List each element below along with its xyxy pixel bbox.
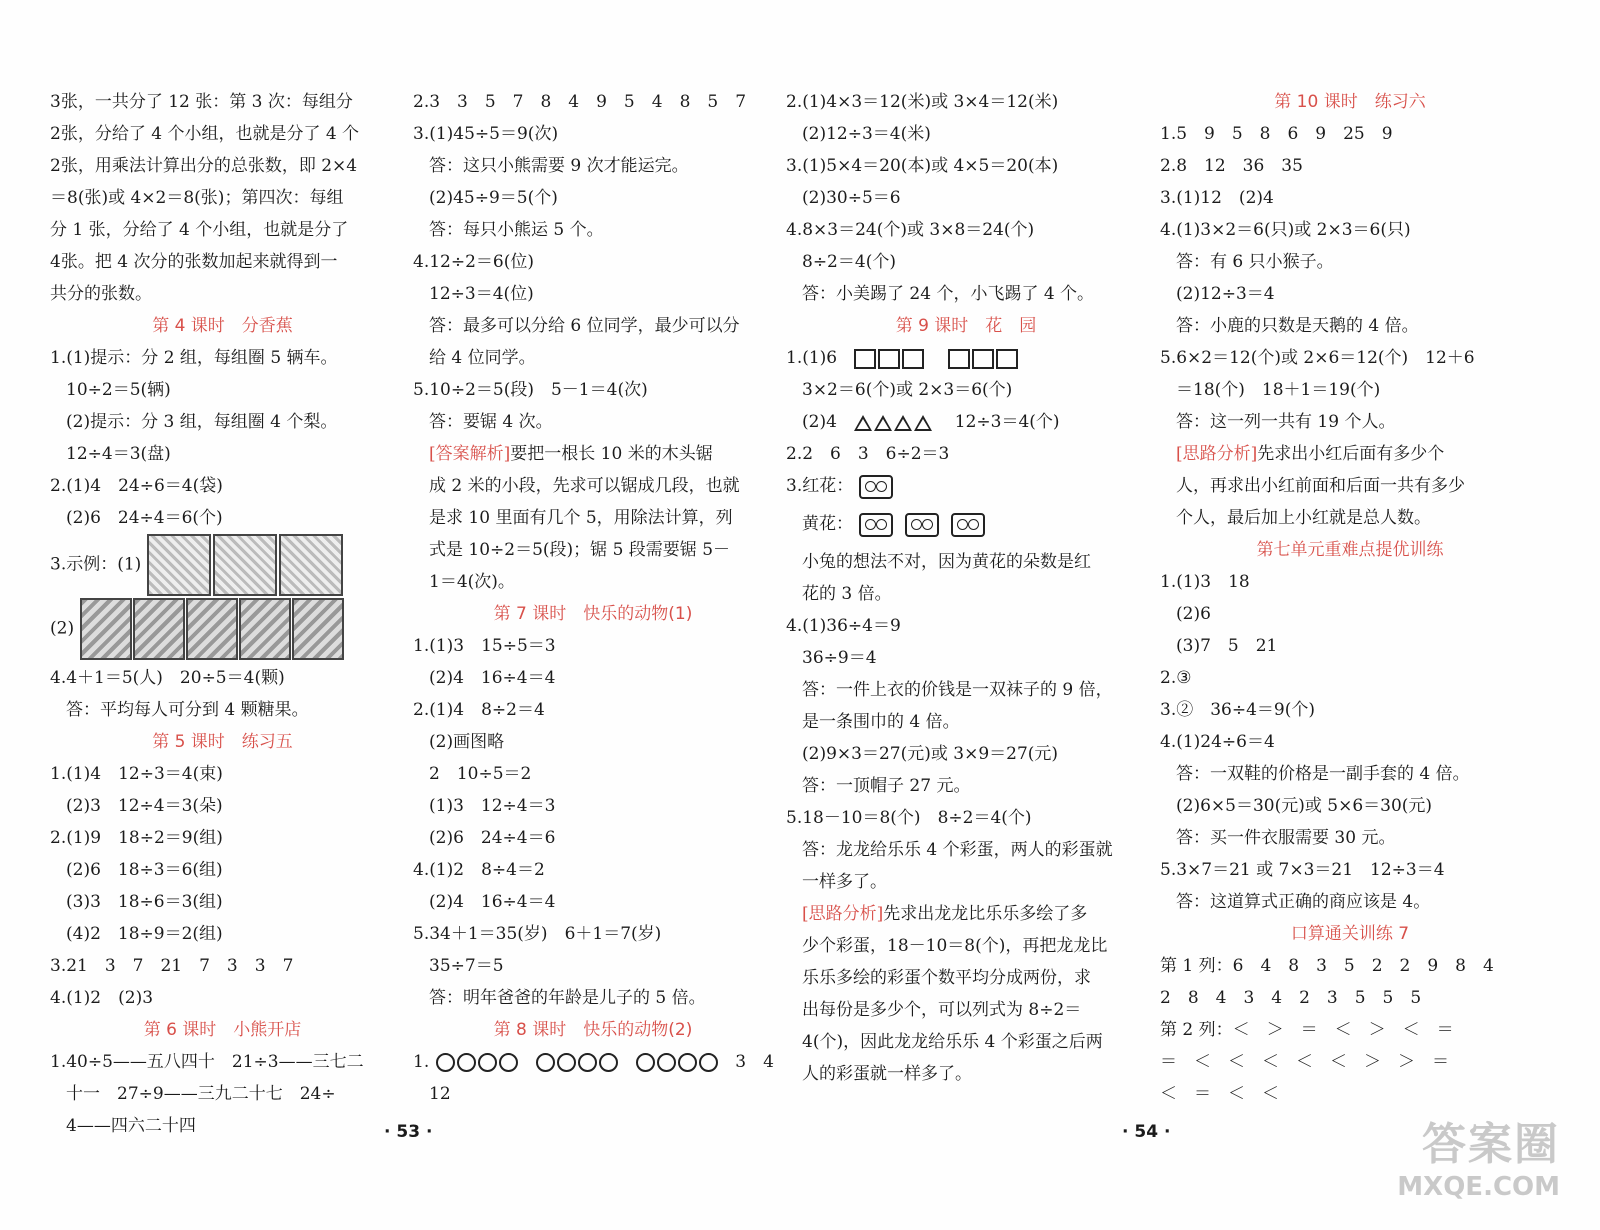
text-line: 答：一件上衣的价钱是一双袜子的 9 倍， [802, 680, 1113, 700]
flower-pair-icon [859, 513, 893, 537]
text-line: 答：明年爸爸的年龄是儿子的 5 倍。 [429, 988, 706, 1008]
text-line: 2 10÷5＝2 [429, 764, 532, 784]
circle-icon [699, 1053, 718, 1072]
red-flower-row [786, 470, 1146, 508]
text-line: 1＝4(次)。 [429, 572, 515, 592]
text-line: (4)2 18÷9＝2(组) [66, 924, 223, 944]
circle-icon [678, 1053, 697, 1072]
text-line: 小兔的想法不对，因为黄花的朵数是红 [802, 552, 1091, 572]
text-line: 3.示例：(1) [50, 554, 142, 575]
label: 3.红花： [786, 476, 854, 496]
circle-icon [478, 1053, 497, 1072]
text-line: 3.(1)12 (2)4 [1160, 188, 1274, 208]
answer-values: 3 4 [735, 1052, 774, 1072]
text-line: (1)3 12÷4＝3 [429, 796, 556, 816]
text-line: (3)7 5 21 [1176, 636, 1278, 656]
text-line: 4.(1)2 8÷4＝2 [413, 860, 545, 880]
page-number-left: · 53 · [384, 1122, 433, 1142]
section-heading: 第 6 课时 小熊开店 [143, 1020, 302, 1040]
text-line: (2)6 18÷3＝6(组) [66, 860, 223, 880]
text-line: 1.40÷5——五八四十 21÷3——三七二 [50, 1052, 364, 1072]
text-line: 给 4 位同学。 [429, 348, 536, 368]
text-line: 3.21 3 7 21 7 3 3 7 [50, 956, 294, 976]
circle-icon [436, 1053, 455, 1072]
analysis-tag: [思路分析] [802, 904, 884, 924]
yellow-flower-row [786, 508, 1146, 546]
answer-column-3 [786, 86, 1146, 1090]
bag-group-icon [147, 534, 211, 596]
text-line: 分 1 张，分给了 4 个小组，也就是分了 [50, 220, 349, 240]
question-number: 1. [413, 1052, 430, 1072]
square-icon [902, 349, 924, 369]
label: 黄花： [802, 514, 853, 534]
triangles-row [786, 406, 1146, 438]
section-heading: 第 8 课时 快乐的动物(2) [493, 1020, 693, 1040]
circle-icon [636, 1053, 655, 1072]
text-line: 4.(1)24÷6＝4 [1160, 732, 1275, 752]
tile-icon [186, 598, 238, 660]
text-line: 4(个)，因此龙龙给乐乐 4 个彩蛋之后两 [802, 1032, 1103, 1052]
text-line: 2.(1)9 18÷2＝9(组) [50, 828, 223, 848]
circle-icon [578, 1053, 597, 1072]
triangle-icon [854, 415, 872, 431]
tile-icon [133, 598, 185, 660]
equation: 12÷3＝4(个) [954, 412, 1060, 432]
text-line: 十一 27÷9——三九二十七 24÷ [66, 1084, 336, 1104]
text-line: 2 8 4 3 4 2 3 5 5 5 [1160, 988, 1422, 1008]
text-line: 1.(1)3 15÷5＝3 [413, 636, 556, 656]
section-heading: 第 7 课时 快乐的动物(1) [493, 604, 693, 624]
section-heading: 第 9 课时 花 园 [895, 316, 1037, 336]
text-line: 答：买一件衣服需要 30 元。 [1176, 828, 1396, 848]
text-line: (2)6 24÷4＝6 [429, 828, 556, 848]
square-icon [878, 349, 900, 369]
text-line: (2) [50, 618, 75, 639]
text-line: (2)6 [1176, 604, 1211, 624]
grouped-bags-figure [147, 534, 345, 596]
square-icon [854, 349, 876, 369]
text-line: (2)4 16÷4＝4 [429, 892, 556, 912]
text-line: (3)3 18÷6＝3(组) [66, 892, 223, 912]
text-line: 1.(1)4 12÷3＝4(束) [50, 764, 223, 784]
text-line: ＝8(张)或 4×2＝8(张)；第四次：每组 [50, 188, 344, 208]
text-line: ＝ ＜ ＜ ＜ ＜ ＜ ＞ ＞ ＝ [1160, 1052, 1449, 1072]
text-line: 2.(1)4 8÷2＝4 [413, 700, 545, 720]
text-line: (2)画图略 [429, 732, 505, 752]
text-line: 4.8×3＝24(个)或 3×8＝24(个) [786, 220, 1035, 240]
text-line: 是一条围巾的 4 倍。 [802, 712, 960, 732]
page-number-right: · 54 · [1122, 1122, 1171, 1142]
text-line: 1.5 9 5 8 6 9 25 9 [1160, 124, 1393, 144]
text-line: 5.3×7＝21 或 7×3＝21 12÷3＝4 [1160, 860, 1445, 880]
circle-icon [557, 1053, 576, 1072]
text-line: (2)12÷3＝4(米) [802, 124, 931, 144]
text-line: 4.(1)3×2＝6(只)或 2×3＝6(只) [1160, 220, 1411, 240]
text-line: 2张，用乘法计算出分的总张数，即 2×4 [50, 156, 358, 176]
text-line: 1.(1)提示：分 2 组，每组圈 5 辆车。 [50, 348, 338, 368]
section-heading: 第七单元重难点提优训练 [1256, 540, 1444, 560]
text-line: 个人，最后加上小红就是总人数。 [1176, 508, 1431, 528]
triangle-icon [914, 415, 932, 431]
text-line: 答：这一列一共有 19 个人。 [1176, 412, 1396, 432]
text-line: 少个彩蛋，18－10＝8(个)，再把龙龙比 [802, 936, 1108, 956]
text-line: 答：这道算式正确的商应该是 4。 [1176, 892, 1431, 912]
text-line: 答：有 6 只小猴子。 [1176, 252, 1334, 272]
circle-icon [536, 1053, 555, 1072]
text-line: 4.(1)2 (2)3 [50, 988, 154, 1008]
text-line: 4.4＋1＝5(人) 20÷5＝4(颗) [50, 668, 285, 688]
question-number: (2)4 [802, 412, 837, 432]
text-line: 答：龙龙给乐乐 4 个彩蛋，两人的彩蛋就 [802, 840, 1113, 860]
text-line: 答：每只小熊运 5 个。 [429, 220, 604, 240]
analysis-text: 先求出小红后面有多少个 [1257, 444, 1445, 464]
text-line: 答：小美踢了 24 个，小飞踢了 4 个。 [802, 284, 1095, 304]
analysis-text: 先求出龙龙比乐乐多绘了多 [883, 904, 1088, 924]
section-heading: 第 5 课时 练习五 [152, 732, 293, 752]
text-line: 4张。把 4 次分的张数加起来就得到一 [50, 252, 338, 272]
analysis-line [1160, 438, 1540, 470]
text-line: 答：一顶帽子 27 元。 [802, 776, 971, 796]
analysis-line [786, 898, 1146, 930]
tile-icon [239, 598, 291, 660]
section-heading: 口算通关训练 7 [1290, 924, 1410, 944]
answer-column-4 [1160, 86, 1540, 1110]
text-line: 3.② 36÷4＝9(个) [1160, 700, 1315, 720]
text-line: 3.(1)45÷5＝9(次) [413, 124, 559, 144]
analysis-tag: [答案解析] [429, 444, 511, 464]
flower-pair-icon [859, 475, 893, 499]
circle-icon [499, 1053, 518, 1072]
text-line: 答：平均每人可分到 4 颗糖果。 [66, 700, 309, 720]
text-line: 3.(1)5×4＝20(本)或 4×5＝20(本) [786, 156, 1059, 176]
text-line: 5.10÷2＝5(段) 5－1＝4(次) [413, 380, 648, 400]
text-line: 5.6×2＝12(个)或 2×6＝12(个) 12＋6 [1160, 348, 1475, 368]
flower-pair-icon [905, 513, 939, 537]
text-line: 人的彩蛋就一样多了。 [802, 1064, 972, 1084]
text-line: 人，再求出小红前面和后面一共有多少 [1176, 476, 1465, 496]
section-heading: 第 4 课时 分香蕉 [152, 316, 293, 336]
text-line: (2)3 12÷4＝3(朵) [66, 796, 223, 816]
text-line: 是求 10 里面有几个 5，用除法计算，列 [429, 508, 733, 528]
text-line: (2)4 16÷4＝4 [429, 668, 556, 688]
text-line: 5.18－10＝8(个) 8÷2＝4(个) [786, 808, 1032, 828]
watermark-text: 答案圈 [1422, 1119, 1560, 1170]
text-line: 3张，一共分了 12 张：第 3 次：每组分 [50, 92, 353, 112]
text-line: 2.③ [1160, 668, 1192, 688]
text-line: (2)9×3＝27(元)或 3×9＝27(元) [802, 744, 1059, 764]
text-line: 4——四六二十四 [66, 1116, 196, 1136]
text-line: 第 2 列：＜ ＞ ＝ ＜ ＞ ＜ ＝ [1160, 1020, 1454, 1040]
text-line: 2.8 12 36 35 [1160, 156, 1303, 176]
text-line: 一样多了。 [802, 872, 887, 892]
text-line: 3×2＝6(个)或 2×3＝6(个) [802, 380, 1013, 400]
squares-row [786, 342, 1146, 374]
text-line: ＜ ＝ ＜ ＜ [1160, 1084, 1279, 1104]
text-line: 4.12÷2＝6(位) [413, 252, 534, 272]
square-icon [972, 349, 994, 369]
text-line: 10÷2＝5(辆) [66, 380, 171, 400]
grouped-tiles-figure [80, 598, 345, 660]
answer-column-1 [50, 86, 395, 1142]
text-line: 成 2 米的小段，先求可以锯成几段，也就 [429, 476, 740, 496]
text-line: (2)6 24÷4＝6(个) [66, 508, 223, 528]
watermark-url: MXQE.COM [1397, 1172, 1560, 1202]
circle-icon [457, 1053, 476, 1072]
analysis-tag: [思路分析] [1176, 444, 1258, 464]
section-heading: 第 10 课时 练习六 [1274, 92, 1426, 112]
answer-column-2 [413, 86, 773, 1110]
tile-icon [80, 598, 132, 660]
text-line: 答：这只小熊需要 9 次才能运完。 [429, 156, 689, 176]
text-line: 出每份是多少个，可以列式为 8÷2＝ [802, 1000, 1082, 1020]
analysis-line [413, 438, 773, 470]
circles-row [413, 1046, 773, 1078]
bag-group-icon [213, 534, 277, 596]
text-line: 2.3 3 5 7 8 4 9 5 4 8 5 7 [413, 92, 747, 112]
text-line: 4.(1)36÷4＝9 [786, 616, 901, 636]
text-line: 2.(1)4 24÷6＝4(袋) [50, 476, 223, 496]
bag-group-icon [279, 534, 343, 596]
text-line: 答：最多可以分给 6 位同学，最少可以分 [429, 316, 740, 336]
triangle-icon [874, 415, 892, 431]
square-icon [996, 349, 1018, 369]
flower-pair-icon [951, 513, 985, 537]
question-number: 1.(1)6 [786, 348, 838, 368]
text-line: 共分的张数。 [50, 284, 152, 304]
text-line: (2)6×5＝30(元)或 5×6＝30(元) [1176, 796, 1433, 816]
text-line: 2.(1)4×3＝12(米)或 3×4＝12(米) [786, 92, 1059, 112]
square-icon [948, 349, 970, 369]
text-line: 35÷7＝5 [429, 956, 504, 976]
triangle-icon [894, 415, 912, 431]
tile-icon [292, 598, 344, 660]
text-line: 5.34＋1＝35(岁) 6＋1＝7(岁) [413, 924, 662, 944]
text-line: 第 1 列：6 4 8 3 5 2 2 9 8 4 [1160, 956, 1494, 976]
text-line: 答：一双鞋的价格是一副手套的 4 倍。 [1176, 764, 1470, 784]
text-line: ＝18(个) 18＋1＝19(个) [1176, 380, 1381, 400]
text-line: 答：小鹿的只数是天鹅的 4 倍。 [1176, 316, 1419, 336]
text-line: (2)提示：分 3 组，每组圈 4 个梨。 [66, 412, 338, 432]
circle-icon [657, 1053, 676, 1072]
text-line: 答：要锯 4 次。 [429, 412, 553, 432]
text-line: 2.2 6 3 6÷2＝3 [786, 444, 950, 464]
figure-row [50, 534, 395, 598]
text-line: 1.(1)3 18 [1160, 572, 1250, 592]
text-line: 12÷3＝4(位) [429, 284, 534, 304]
figure-row [50, 598, 395, 662]
text-line: 花的 3 倍。 [802, 584, 892, 604]
text-line: 12 [429, 1084, 451, 1104]
circle-icon [599, 1053, 618, 1072]
text-line: (2)30÷5＝6 [802, 188, 901, 208]
watermark-logo [1397, 1108, 1560, 1202]
text-line: 36÷9＝4 [802, 648, 877, 668]
text-line: (2)12÷3＝4 [1176, 284, 1275, 304]
text-line: 乐乐多绘的彩蛋个数平均分成两份，求 [802, 968, 1091, 988]
analysis-text: 要把一根长 10 米的木头锯 [510, 444, 713, 464]
text-line: (2)45÷9＝5(个) [429, 188, 558, 208]
text-line: 12÷4＝3(盘) [66, 444, 171, 464]
text-line: 8÷2＝4(个) [802, 252, 896, 272]
text-line: 2张，分给了 4 个小组，也就是分了 4 个 [50, 124, 360, 144]
text-line: 式是 10÷2＝5(段)；锯 5 段需要锯 5－ [429, 540, 731, 560]
